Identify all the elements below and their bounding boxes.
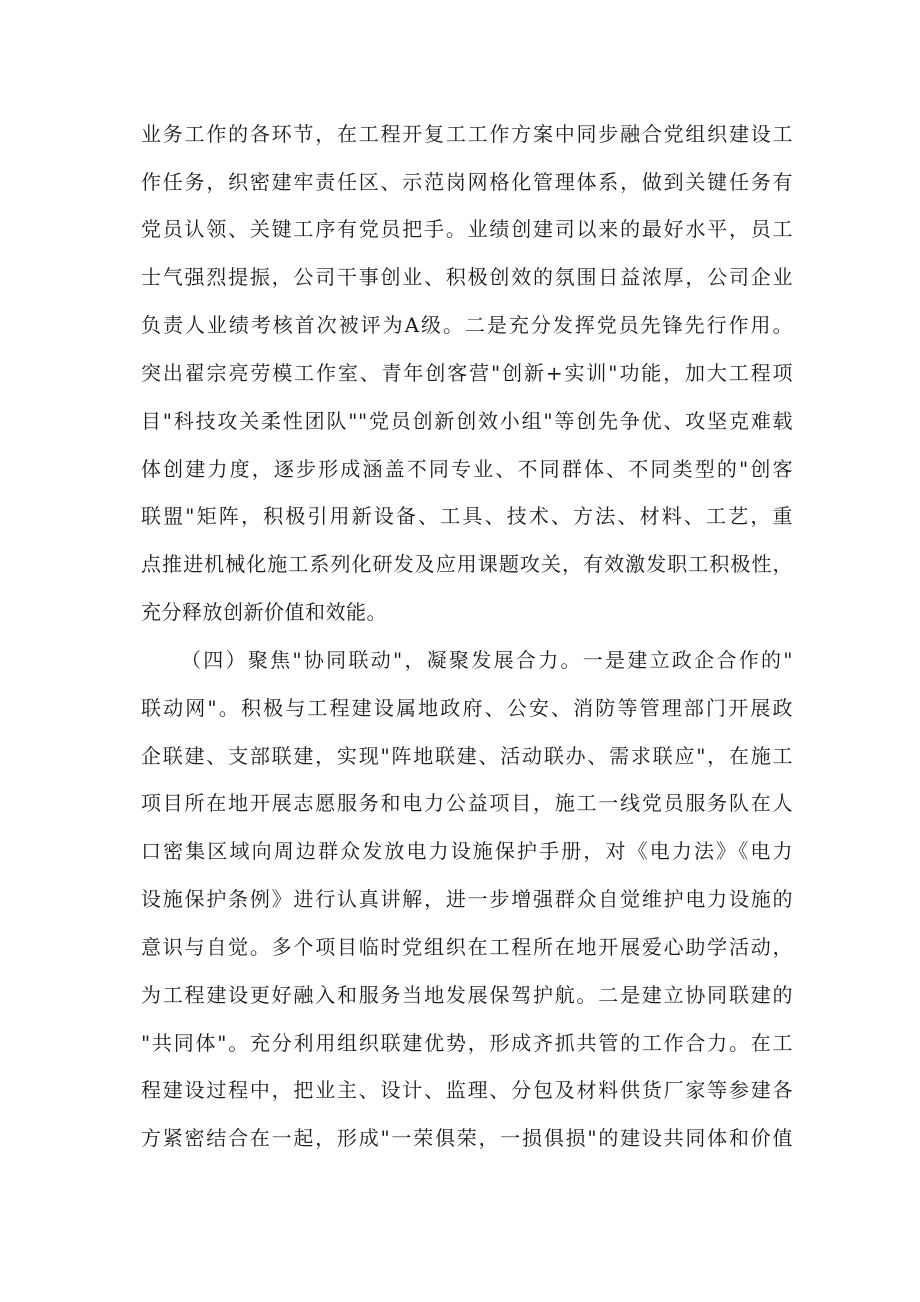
text-line: 突出翟宗亮劳模工作室、青年创客营"创新+实训"功能，加大工程项 [141,361,793,385]
text-line: 程建设过程中，把业主、设计、监理、分包及材料供货厂家等参建各 [141,1078,793,1102]
text-line: 为工程建设更好融入和服务当地发展保驾护航。二是建立协同联建的 [141,983,793,1007]
text-line: 作任务，织密建牢责任区、示范岗网格化管理体系，做到关键任务有 [141,170,793,194]
text-line: 充分释放创新价值和效能。 [141,600,387,624]
text-line: "共同体"。充分利用组织联建优势，形成齐抓共管的工作合力。在工 [141,1031,793,1055]
text-line: 方紧密结合在一起，形成"一荣俱荣，一损俱损"的建设共同体和价值 [141,1126,793,1150]
text-line: 设施保护条例》进行认真讲解，进一步增强群众自觉维护电力设施的 [141,887,793,911]
text-line: 企联建、支部联建，实现"阵地联建、活动联办、需求联应"，在施工 [141,744,793,768]
section-heading-line: （四）聚焦"协同联动"，凝聚发展合力。一是建立政企合作的" [181,648,793,672]
text-line: 联动网"。积极与工程建设属地政府、公安、消防等管理部门开展政 [141,696,793,720]
text-line: 体创建力度，逐步形成涵盖不同专业、不同群体、不同类型的"创客 [141,457,793,481]
text-line: 项目所在地开展志愿服务和电力公益项目，施工一线党员服务队在人 [141,791,793,815]
text-line: 士气强烈提振，公司干事创业、积极创效的氛围日益浓厚，公司企业 [141,265,793,289]
text-line: 负责人业绩考核首次被评为A级。二是充分发挥党员先锋先行作用。 [141,313,793,337]
text-line: 党员认领、关键工序有党员把手。业绩创建司以来的最好水平，员工 [141,217,793,241]
text-line: 点推进机械化施工系列化研发及应用课题攻关，有效激发职工积极性， [141,552,793,576]
text-line: 业务工作的各环节，在工程开复工工作方案中同步融合党组织建设工 [141,122,793,146]
text-line: 联盟"矩阵，积极引用新设备、工具、技术、方法、材料、工艺，重 [141,504,793,528]
text-line: 意识与自觉。多个项目临时党组织在工程所在地开展爱心助学活动， [141,935,793,959]
text-line: 目"科技攻关柔性团队""党员创新创效小组"等创先争优、攻坚克难载 [141,409,793,433]
text-line: 口密集区域向周边群众发放电力设施保护手册，对《电力法》《电力 [141,839,793,863]
